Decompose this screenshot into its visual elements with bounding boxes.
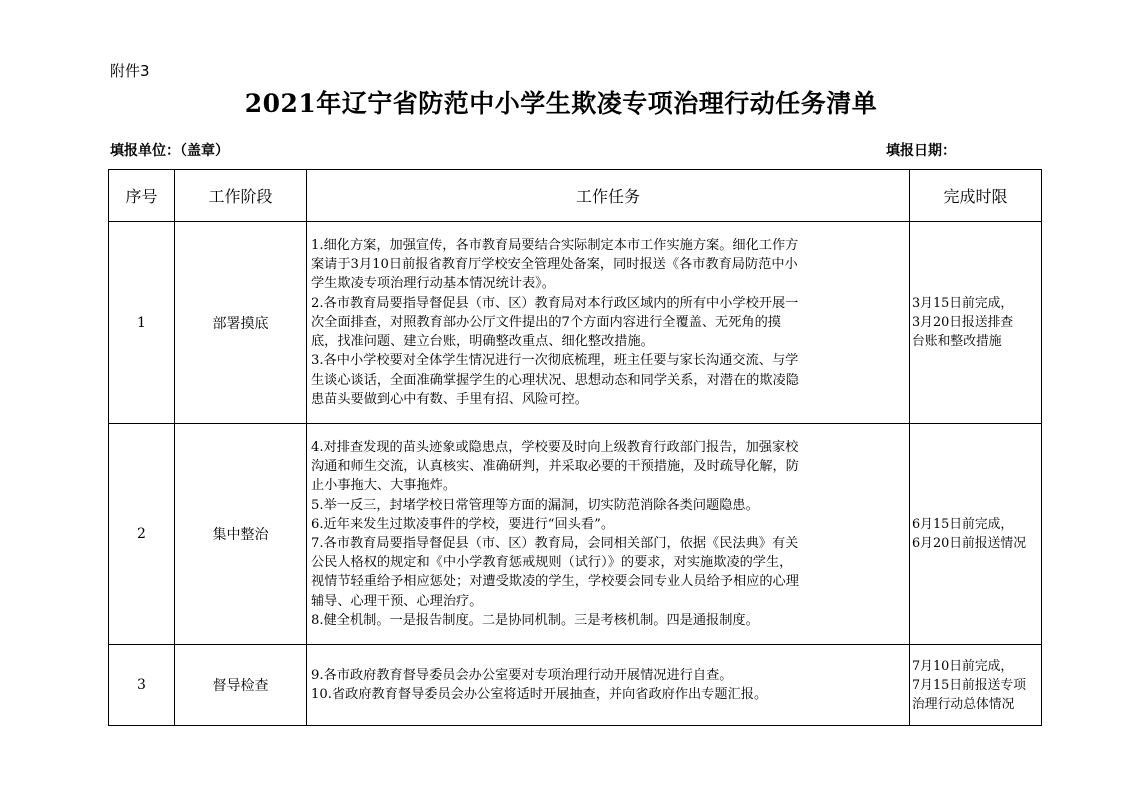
table-header-row xyxy=(109,170,1042,222)
row-deadline xyxy=(910,645,1042,726)
deadline-line: 6月20日前报送情况 xyxy=(912,536,1027,551)
table-row xyxy=(109,645,1042,726)
attachment-label: 附件3 xyxy=(110,62,150,80)
task-line: 公民人格权的规定和《中小学教育惩戒规则（试行）》的要求，对实施欺凌的学生， xyxy=(311,555,793,571)
row-stage: 督导检查 xyxy=(175,645,307,726)
table-row xyxy=(109,222,1042,424)
task-line: 生谈心谈话，全面准确掌握学生的心理状况、思想动态和同学关系，对潜在的欺凌隐 xyxy=(311,372,799,388)
header-task: 工作任务 xyxy=(307,170,910,222)
task-line: 患苗头要做到心中有数、手里有招、风险可控。 xyxy=(311,391,588,407)
task-line: 2.各市教育局要指导督促县（市、区）教育局对本行政区域内的所有中小学校开展一 xyxy=(311,295,799,311)
document-title: 2021年辽宁省防范中小学生欺凌专项治理行动任务清单 xyxy=(244,89,878,118)
row-deadline xyxy=(910,222,1042,424)
table-row xyxy=(109,424,1042,645)
task-line: 案请于3月10日前报省教育厅学校安全管理处备案，同时报送《各市教育局防范中小 xyxy=(311,257,798,273)
task-table xyxy=(108,169,1042,726)
row-deadline xyxy=(910,424,1042,645)
task-line: 4.对排查发现的苗头迹象或隐患点，学校要及时向上级教育行政部门报告，加强家校 xyxy=(311,439,799,455)
task-line: 9.各市政府教育督导委员会办公室要对专项治理行动开展情况进行自查。 xyxy=(311,667,733,683)
task-line: 止小事拖大、大事拖炸。 xyxy=(311,478,457,494)
deadline-line: 台账和整改措施 xyxy=(912,334,1002,349)
task-line: 次全面排查，对照教育部办公厅文件提出的7个方面内容进行全覆盖、无死角的摸 xyxy=(311,314,781,330)
row-task xyxy=(307,424,910,645)
row-stage: 部署摸底 xyxy=(175,222,307,424)
row-number: 3 xyxy=(109,645,175,726)
header-number: 序号 xyxy=(109,170,175,222)
task-line: 5.举一反三，封堵学校日常管理等方面的漏洞，切实防范消除各类问题隐患。 xyxy=(311,497,759,513)
row-number: 1 xyxy=(109,222,175,424)
task-line: 视情节轻重给予相应惩处；对遭受欺凌的学生，学校要会同专业人员给予相应的心理 xyxy=(311,574,799,590)
row-stage: 集中整治 xyxy=(175,424,307,645)
task-line: 3.各中小学校要对全体学生情况进行一次彻底梳理，班主任要与家长沟通交流、与学 xyxy=(311,353,799,369)
fill-date-label: 填报日期： xyxy=(886,143,956,159)
deadline-line: 治理行动总体情况 xyxy=(912,696,1015,712)
row-number: 2 xyxy=(109,424,175,645)
deadline-line: 3月15日前完成， xyxy=(912,296,1014,311)
deadline-line: 7月15日前报送专项 xyxy=(912,677,1027,693)
deadline-line: 3月20日报送排查 xyxy=(912,315,1014,330)
task-line: 7.各市教育局要指导督促县（市、区）教育局，会同相关部门，依据《民法典》有关 xyxy=(311,536,799,551)
task-line: 6.近年来发生过欺凌事件的学校，要进行“回头看”。 xyxy=(311,516,615,532)
task-line: 1.细化方案，加强宣传，各市教育局要结合实际制定本市工作实施方案。细化工作方 xyxy=(311,238,799,254)
task-line: 10.省政府教育督导委员会办公室将适时开展抽查，并向省政府作出专题汇报。 xyxy=(311,687,768,702)
header-stage: 工作阶段 xyxy=(175,170,307,222)
row-task xyxy=(307,645,910,726)
deadline-line: 7月10日前完成， xyxy=(912,658,1014,674)
fill-unit-label: 填报单位：（盖章） xyxy=(110,143,229,159)
deadline-line: 6月15日前完成， xyxy=(912,517,1014,532)
task-line: 学生欺凌专项治理行动基本情况统计表》。 xyxy=(311,276,555,292)
task-line: 8.健全机制。一是报告制度。二是协同机制。三是考核机制。四是通报制度。 xyxy=(311,612,759,628)
row-task xyxy=(307,222,910,424)
task-line: 沟通和师生交流，认真核实、准确研判，并采取必要的干预措施，及时疏导化解，防 xyxy=(311,459,799,475)
task-line: 辅导、心理干预、心理治疗。 xyxy=(311,593,483,609)
header-deadline: 完成时限 xyxy=(910,170,1042,222)
task-line: 底，找准问题、建立台账，明确整改重点、细化整改措施。 xyxy=(311,334,654,350)
